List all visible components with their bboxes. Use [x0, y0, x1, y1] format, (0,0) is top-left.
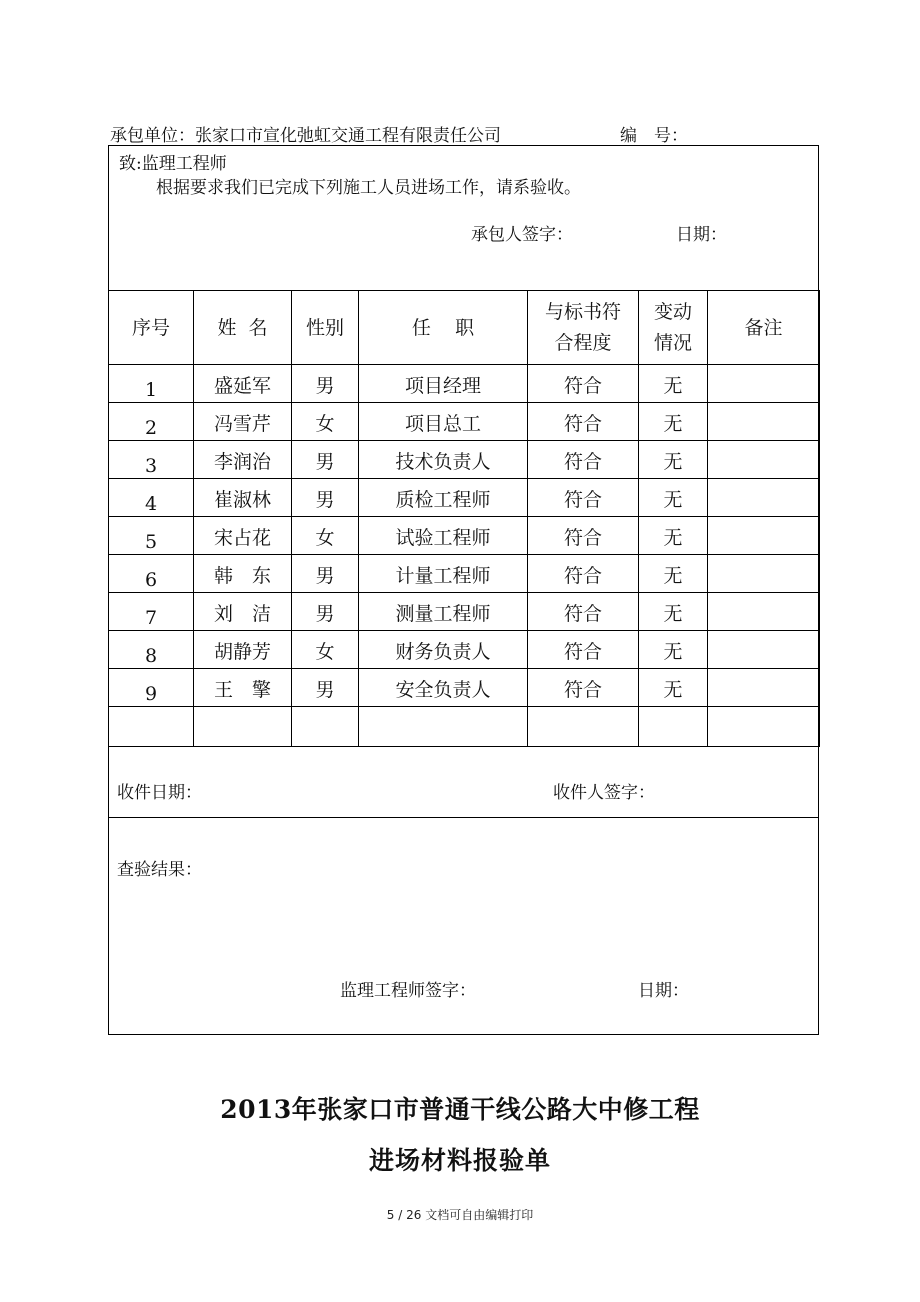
- cell-gender: 男: [292, 479, 359, 517]
- table-row: [109, 555, 820, 593]
- cell-conform: 符合: [528, 479, 639, 517]
- table-cell: [194, 707, 292, 747]
- header-seq: 序号: [109, 291, 194, 365]
- cell-seq: 6: [109, 555, 194, 593]
- cell-seq: 7: [109, 593, 194, 631]
- personnel-table: [108, 290, 820, 747]
- receipt-date-label: 收件日期：: [117, 783, 202, 803]
- cell-position: 项目总工: [359, 403, 528, 441]
- contractor-header: [110, 121, 688, 146]
- cell-name: 宋占花: [194, 517, 292, 555]
- cell-change: 无: [639, 517, 708, 555]
- table-row: [109, 479, 820, 517]
- cell-name: 盛延军: [194, 365, 292, 403]
- cell-remark: [708, 517, 820, 555]
- receipt-section: [109, 759, 818, 818]
- table-row: [109, 593, 820, 631]
- header-change: [639, 291, 708, 365]
- cell-conform: 符合: [528, 365, 639, 403]
- header-conformity: [528, 291, 639, 365]
- cell-gender: 男: [292, 365, 359, 403]
- cell-change: 无: [639, 479, 708, 517]
- cell-remark: [708, 365, 820, 403]
- receipt-signature-label: 收件人签字：: [553, 783, 655, 803]
- cell-seq: 3: [109, 441, 194, 479]
- supervisor-date-label: 日期：: [638, 981, 689, 1001]
- cell-gender: 男: [292, 669, 359, 707]
- cell-conform: 符合: [528, 593, 639, 631]
- cell-seq: 9: [109, 669, 194, 707]
- table-row: [109, 631, 820, 669]
- cell-position: 财务负责人: [359, 631, 528, 669]
- cell-gender: 男: [292, 441, 359, 479]
- cell-name: 冯雪芹: [194, 403, 292, 441]
- table-cell: [528, 707, 639, 747]
- cell-name: 崔淑林: [194, 479, 292, 517]
- cell-gender: 男: [292, 593, 359, 631]
- cell-remark: [708, 441, 820, 479]
- cell-change: 无: [639, 593, 708, 631]
- header-change-line1: 变动: [653, 300, 692, 323]
- contractor-unit: 承包单位：张家口市宣化弛虹交通工程有限责任公司: [110, 126, 501, 146]
- cell-remark: [708, 593, 820, 631]
- cell-remark: [708, 631, 820, 669]
- cell-change: 无: [639, 555, 708, 593]
- addressee: 致:监理工程师: [119, 154, 227, 174]
- cell-position: 安全负责人: [359, 669, 528, 707]
- cell-remark: [708, 403, 820, 441]
- cell-seq: 1: [109, 365, 194, 403]
- cell-remark: [708, 479, 820, 517]
- cell-gender: 女: [292, 517, 359, 555]
- cell-seq: 8: [109, 631, 194, 669]
- cell-change: 无: [639, 669, 708, 707]
- table-cell: [292, 707, 359, 747]
- cell-gender: 男: [292, 555, 359, 593]
- next-form-title: 2013年张家口市普通干线公路大中修工程: [220, 1095, 700, 1124]
- table-cell: [708, 707, 820, 747]
- cell-position: 质检工程师: [359, 479, 528, 517]
- cell-position: 技术负责人: [359, 441, 528, 479]
- contractor-signature-label: 承包人签字：: [471, 225, 573, 245]
- cell-name: 韩 东: [194, 555, 292, 593]
- table-row: [109, 365, 820, 403]
- cell-change: 无: [639, 365, 708, 403]
- cell-remark: [708, 669, 820, 707]
- cell-conform: 符合: [528, 631, 639, 669]
- table-cell: [359, 707, 528, 747]
- cell-change: 无: [639, 441, 708, 479]
- document-code-label: 编 号：: [620, 126, 688, 146]
- cell-name: 王 擎: [194, 669, 292, 707]
- cell-seq: 5: [109, 517, 194, 555]
- cell-name: 李润治: [194, 441, 292, 479]
- table-cell: [639, 707, 708, 747]
- contractor-date-label: 日期：: [676, 225, 727, 245]
- header-name: 姓 名: [194, 291, 292, 365]
- header-conformity-line1: 与标书符: [544, 300, 621, 323]
- request-text: 根据要求我们已完成下列施工人员进场工作，请系验收。: [156, 178, 581, 198]
- cell-name: 胡静芳: [194, 631, 292, 669]
- cell-position: 测量工程师: [359, 593, 528, 631]
- cell-change: 无: [639, 403, 708, 441]
- header-remark: 备注: [708, 291, 820, 365]
- cell-gender: 女: [292, 631, 359, 669]
- header-change-line2: 情况: [653, 331, 692, 354]
- cell-gender: 女: [292, 403, 359, 441]
- cell-position: 项目经理: [359, 365, 528, 403]
- personnel-entry-form: [108, 145, 819, 1035]
- next-form-subtitle: 进场材料报验单: [368, 1146, 551, 1175]
- cell-conform: 符合: [528, 517, 639, 555]
- table-row: [109, 517, 820, 555]
- cell-seq: 4: [109, 479, 194, 517]
- table-row: [109, 669, 820, 707]
- supervisor-signature-label: 监理工程师签字：: [340, 981, 476, 1001]
- cell-conform: 符合: [528, 441, 639, 479]
- cell-change: 无: [639, 631, 708, 669]
- cell-position: 计量工程师: [359, 555, 528, 593]
- table-row-empty: [109, 707, 820, 747]
- header-conformity-line2: 合程度: [554, 331, 612, 354]
- cell-conform: 符合: [528, 669, 639, 707]
- table-row: [109, 441, 820, 479]
- cell-seq: 2: [109, 403, 194, 441]
- cell-conform: 符合: [528, 555, 639, 593]
- cell-position: 试验工程师: [359, 517, 528, 555]
- cell-remark: [708, 555, 820, 593]
- page-footer: 5 / 26 文档可自由编辑打印: [386, 1208, 534, 1222]
- cell-conform: 符合: [528, 403, 639, 441]
- table-row: [109, 403, 820, 441]
- header-position: 任 职: [359, 291, 528, 365]
- inspection-result-label: 查验结果：: [117, 860, 202, 880]
- cell-name: 刘 洁: [194, 593, 292, 631]
- table-header-row: [109, 291, 820, 365]
- table-cell: [109, 707, 194, 747]
- header-gender: 性别: [292, 291, 359, 365]
